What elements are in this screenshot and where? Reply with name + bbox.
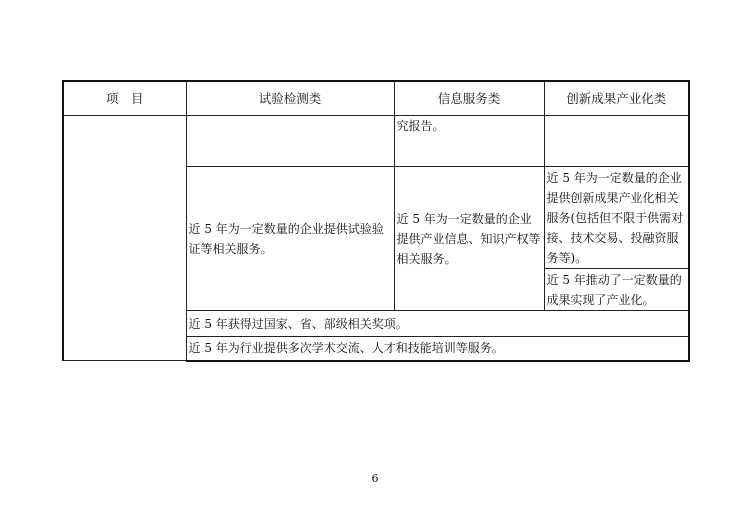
- test-service-cell: 近 5 年为一定数量的企业提供试验验证等相关服务。: [186, 167, 394, 311]
- header-item: 项 目: [63, 81, 186, 116]
- innovation-cell-empty: [544, 116, 689, 167]
- header-test: 试验检测类: [186, 81, 394, 116]
- test-cell-empty: [186, 116, 394, 167]
- awards-cell: 近 5 年获得过国家、省、部级相关奖项。: [186, 311, 689, 337]
- header-row: [63, 81, 689, 116]
- header-innovation: 创新成果产业化类: [544, 81, 689, 116]
- info-service-cell: 近 5 年为一定数量的企业提供产业信息、知识产权等相关服务。: [394, 167, 544, 311]
- training-cell: 近 5 年为行业提供多次学术交流、人才和技能培训等服务。: [186, 337, 689, 361]
- info-cell-continued: 究报告。: [394, 116, 544, 167]
- item-cell: [63, 116, 186, 361]
- header-info: 信息服务类: [394, 81, 544, 116]
- industrialization-cell: 近 5 年推动了一定数量的成果实现了产业化。: [544, 269, 689, 311]
- table-row: [63, 116, 689, 167]
- page-number: 6: [371, 472, 379, 485]
- criteria-table: [62, 80, 690, 362]
- innovation-service-cell: 近 5 年为一定数量的企业提供创新成果产业化相关服务(包括但不限于供需对接、技术交易、投融资服务等)。: [544, 167, 689, 269]
